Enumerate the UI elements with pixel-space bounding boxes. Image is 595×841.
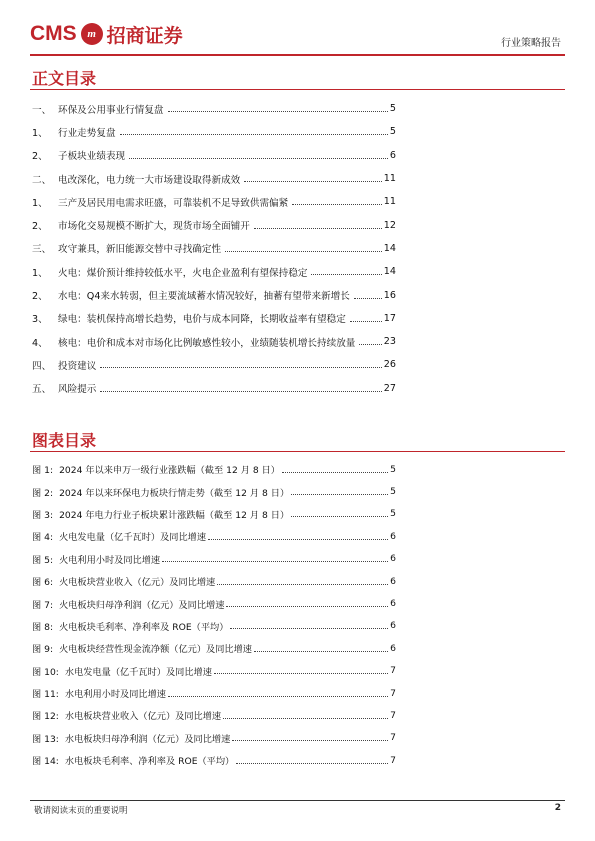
- toc-entry-page[interactable]: 23: [383, 336, 396, 348]
- figure-entry-page[interactable]: 6: [390, 553, 396, 565]
- figure-entry-text[interactable]: 2024 年以来环保电力板块行情走势（截至 12 月 8 日）: [59, 487, 290, 499]
- figure-entry[interactable]: [32, 503, 396, 525]
- dot-leader: [100, 367, 381, 368]
- dot-leader: [100, 391, 381, 392]
- toc-entry[interactable]: [32, 120, 396, 143]
- figure-entry-text[interactable]: 水电板块毛利率、净利率及 ROE（平均）: [64, 756, 235, 768]
- figure-entry-text[interactable]: 火电板块归母净利润（亿元）及同比增速: [59, 599, 225, 611]
- figure-entry-page[interactable]: 7: [390, 687, 396, 699]
- figure-entry-page[interactable]: 7: [390, 709, 396, 721]
- toc-entry[interactable]: [32, 353, 396, 376]
- company-logo: [30, 20, 183, 48]
- figure-entry[interactable]: [32, 749, 396, 771]
- figure-entry-page[interactable]: 5: [390, 486, 396, 498]
- toc-entry-page[interactable]: 11: [383, 173, 396, 185]
- figure-entry-number: 图 3:: [32, 509, 54, 521]
- dot-leader: [350, 321, 382, 322]
- page-number: 2: [554, 803, 561, 813]
- header-divider: [30, 54, 565, 56]
- toc-entry[interactable]: [32, 307, 396, 330]
- figure-entry-page[interactable]: 5: [390, 508, 396, 520]
- toc-entry-page[interactable]: 16: [383, 289, 396, 301]
- toc-entry-number: 2、: [32, 151, 48, 163]
- figure-entry-text[interactable]: 水电板块营业收入（亿元）及同比增速: [64, 711, 222, 723]
- figure-entry[interactable]: [32, 660, 396, 682]
- figure-entry-number: 图 12:: [32, 711, 59, 723]
- toc-entry-number: 1、: [32, 197, 48, 209]
- figure-entry-text[interactable]: 2024 年以来申万一级行业涨跌幅（截至 12 月 8 日）: [59, 465, 280, 477]
- toc-entry-text[interactable]: 绿电：装机保持高增长趋势，电价与成本同降，长期收益率有望稳定: [58, 311, 348, 325]
- dot-leader: [244, 181, 382, 182]
- figure-entry-number: 图 8:: [32, 621, 54, 633]
- toc-entry-number: 2、: [32, 291, 48, 303]
- toc-entry-text[interactable]: 行业走势复盘: [58, 125, 118, 139]
- toc-entry-page[interactable]: 17: [383, 312, 396, 324]
- dot-leader: [223, 718, 388, 719]
- figure-entry-page[interactable]: 7: [390, 665, 396, 677]
- toc-entry[interactable]: [32, 283, 396, 306]
- toc-entry[interactable]: [32, 260, 396, 283]
- dot-leader: [168, 111, 388, 112]
- figure-entry-number: 图 1:: [32, 465, 54, 477]
- figures-title-divider: [30, 451, 565, 452]
- toc-entry-page[interactable]: 12: [383, 219, 396, 231]
- toc-entry-text[interactable]: 攻守兼具，新旧能源交替中寻找确定性: [58, 241, 223, 255]
- toc-entry-text[interactable]: 市场化交易规模不断扩大，现货市场全面铺开: [58, 218, 252, 232]
- figure-entry-number: 图 13:: [32, 733, 59, 745]
- toc-entry-number: 1、: [32, 267, 48, 279]
- dot-leader: [354, 298, 382, 299]
- dot-leader: [225, 251, 382, 252]
- figure-entry-number: 图 7:: [32, 599, 54, 611]
- toc-entry[interactable]: [32, 167, 396, 190]
- dot-leader: [291, 516, 388, 517]
- figure-entry[interactable]: [32, 615, 396, 637]
- figure-entry-text[interactable]: 水电发电量（亿千瓦时）及同比增速: [64, 666, 212, 678]
- dot-leader: [232, 740, 388, 741]
- toc-entry[interactable]: [32, 213, 396, 236]
- dot-leader: [311, 274, 381, 275]
- toc-entry-page[interactable]: 6: [389, 149, 396, 161]
- dot-leader: [291, 494, 388, 495]
- document-type-label: 行业策略报告: [501, 38, 561, 49]
- figure-entry[interactable]: [32, 704, 396, 726]
- figure-entry[interactable]: [32, 480, 396, 502]
- toc-entry-text[interactable]: 环保及公用事业行情复盘: [58, 102, 166, 116]
- dot-leader: [162, 561, 388, 562]
- figure-entry-text[interactable]: 火电板块营业收入（亿元）及同比增速: [59, 577, 216, 589]
- figure-entry-number: 图 9:: [32, 644, 54, 656]
- toc-entry-number: 三、: [32, 244, 52, 256]
- figure-entry-number: 图 2:: [32, 487, 54, 499]
- toc-entry-number: 3、: [32, 314, 48, 326]
- logo-latin-text: CMS: [30, 22, 77, 45]
- figure-entry[interactable]: [32, 637, 396, 659]
- figure-entry-page[interactable]: 6: [390, 620, 396, 632]
- dot-leader: [282, 472, 388, 473]
- toc-entry-text[interactable]: 投资建议: [58, 358, 98, 372]
- figure-entry-page[interactable]: 6: [390, 598, 396, 610]
- toc-title-divider: [30, 89, 565, 90]
- toc-entry-page[interactable]: 14: [383, 266, 396, 278]
- toc-entry-text[interactable]: 电改深化，电力统一大市场建设取得新成效: [58, 172, 242, 186]
- toc-list: [32, 97, 396, 400]
- figure-entry-text[interactable]: 水电利用小时及同比增速: [64, 689, 166, 701]
- footer-divider: [30, 800, 565, 801]
- logo-badge-icon: m: [81, 23, 103, 45]
- toc-entry-text[interactable]: 风险提示: [58, 381, 98, 395]
- figure-entry-text[interactable]: 2024 年电力行业子板块累计涨跌幅（截至 12 月 8 日）: [59, 509, 290, 521]
- figure-entry[interactable]: [32, 592, 396, 614]
- figure-entry-text[interactable]: 火电板块经营性现金流净额（亿元）及同比增速: [59, 644, 252, 656]
- figures-title: 图表目录: [32, 431, 97, 450]
- toc-entry-number: 五、: [32, 384, 52, 396]
- toc-entry-number: 1、: [32, 127, 48, 139]
- dot-leader: [168, 696, 388, 697]
- figure-entry[interactable]: [32, 548, 396, 570]
- figure-entry-text[interactable]: 水电板块归母净利润（亿元）及同比增速: [64, 733, 231, 745]
- toc-entry-number: 4、: [32, 337, 48, 349]
- toc-entry-number: 二、: [32, 174, 52, 186]
- dot-leader: [214, 673, 388, 674]
- figure-entry[interactable]: [32, 458, 396, 480]
- logo-chinese-text: 招商证券: [106, 24, 183, 47]
- dot-leader: [217, 584, 388, 585]
- figure-entry[interactable]: [32, 570, 396, 592]
- toc-entry-page[interactable]: 5: [389, 103, 396, 115]
- toc-entry[interactable]: [32, 237, 396, 260]
- page-header: [0, 0, 595, 60]
- dot-leader: [254, 651, 388, 652]
- toc-entry-text[interactable]: 三产及居民用电需求旺盛，可靠装机不足导致供需偏紧: [58, 195, 290, 209]
- figure-entry-number: 图 10:: [32, 666, 59, 678]
- dot-leader: [254, 228, 382, 229]
- toc-entry[interactable]: [32, 97, 396, 120]
- toc-entry-text[interactable]: 水电：Q4来水转弱，但主要流域蓄水情况较好，抽蓄有望带来新增长: [58, 288, 352, 302]
- figure-entry-page[interactable]: 5: [390, 463, 396, 475]
- toc-entry-number: 2、: [32, 221, 48, 233]
- toc-entry[interactable]: [32, 190, 396, 213]
- toc-entry-page[interactable]: 11: [383, 196, 396, 208]
- dot-leader: [292, 204, 382, 205]
- figure-entry-text[interactable]: 火电利用小时及同比增速: [59, 554, 161, 566]
- dot-leader: [230, 628, 388, 629]
- figure-entry-number: 图 4:: [32, 532, 54, 544]
- figure-entry-page[interactable]: 7: [390, 754, 396, 766]
- toc-entry-page[interactable]: 26: [383, 359, 396, 371]
- toc-entry-number: 一、: [32, 104, 52, 116]
- dot-leader: [359, 344, 381, 345]
- toc-entry-page[interactable]: 14: [383, 242, 396, 254]
- figure-entry-number: 图 6:: [32, 577, 54, 589]
- toc-entry-text[interactable]: 子板块业绩表现: [58, 148, 127, 162]
- dot-leader: [226, 606, 388, 607]
- toc-entry-text[interactable]: 核电：电价和成本对市场化比例敏感性较小，业绩随装机增长持续放量: [58, 335, 357, 349]
- figure-entry-page[interactable]: 6: [390, 530, 396, 542]
- figure-entry-page[interactable]: 6: [390, 575, 396, 587]
- toc-entry[interactable]: [32, 144, 396, 167]
- figure-list: [32, 458, 396, 771]
- toc-entry[interactable]: [32, 330, 396, 353]
- figure-entry-number: 图 11:: [32, 689, 59, 701]
- toc-entry-number: 四、: [32, 360, 52, 372]
- figure-entry[interactable]: [32, 682, 396, 704]
- figure-entry-text[interactable]: 火电发电量（亿千瓦时）及同比增速: [59, 532, 207, 544]
- toc-entry-page[interactable]: 27: [383, 382, 396, 394]
- dot-leader: [129, 158, 388, 159]
- toc-entry-page[interactable]: 5: [389, 126, 396, 138]
- figure-entry-number: 图 14:: [32, 756, 59, 768]
- footer-disclaimer: 敬请阅读末页的重要说明: [34, 806, 128, 816]
- figure-entry-text[interactable]: 火电板块毛利率、净利率及 ROE（平均）: [59, 621, 229, 633]
- toc-entry[interactable]: [32, 377, 396, 400]
- figure-entry-number: 图 5:: [32, 554, 54, 566]
- toc-title: 正文目录: [32, 69, 97, 88]
- dot-leader: [208, 539, 388, 540]
- dot-leader: [236, 763, 388, 764]
- dot-leader: [120, 134, 388, 135]
- toc-entry-text[interactable]: 火电：煤价预计维持较低水平，火电企业盈利有望保持稳定: [58, 265, 309, 279]
- figure-entry-page[interactable]: 7: [390, 732, 396, 744]
- figure-entry[interactable]: [32, 525, 396, 547]
- figure-entry-page[interactable]: 6: [390, 642, 396, 654]
- figure-entry[interactable]: [32, 727, 396, 749]
